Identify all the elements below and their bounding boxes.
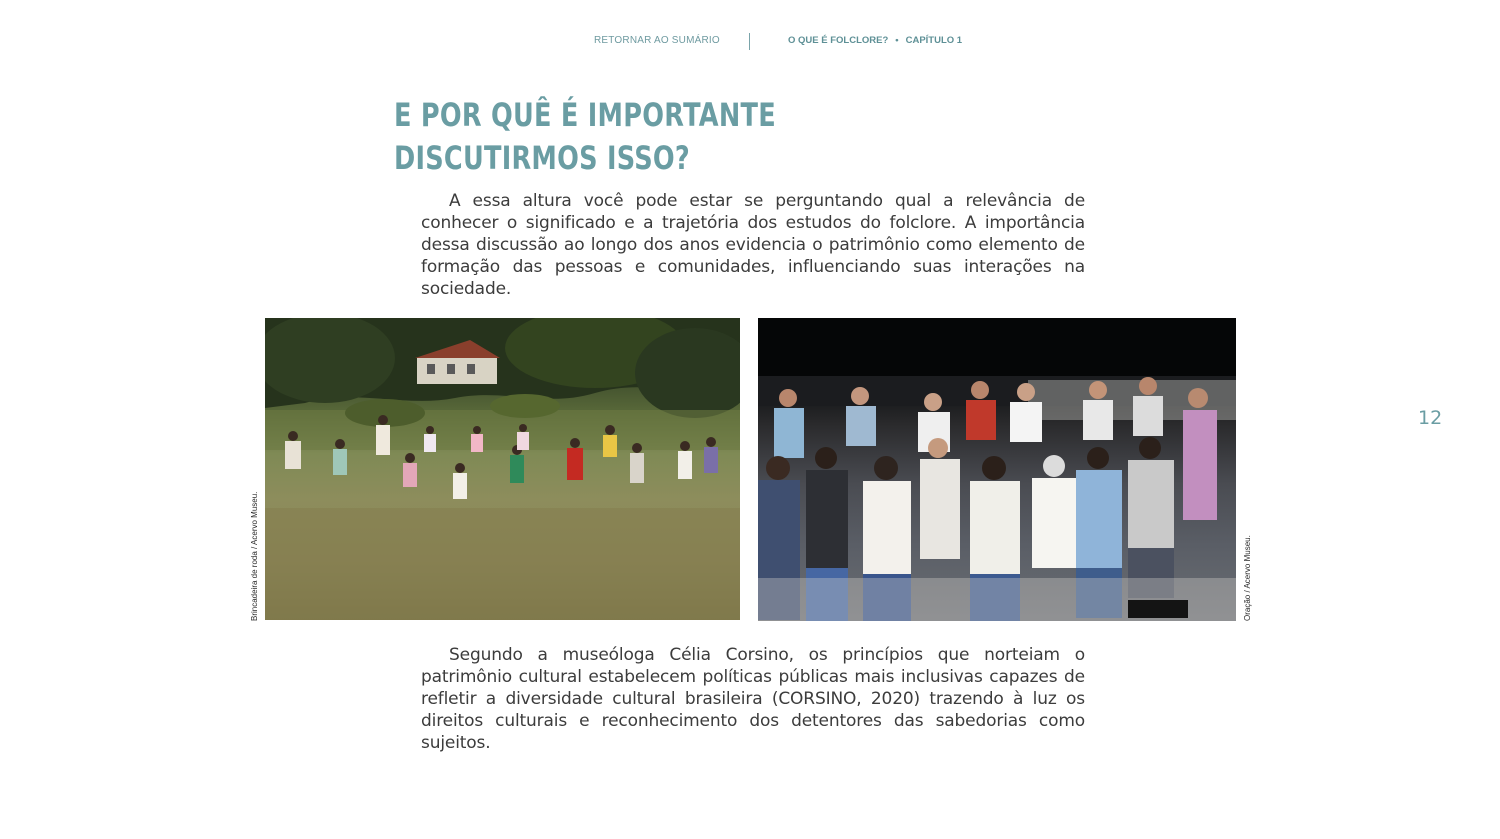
nav-divider: [749, 33, 750, 50]
top-navigation: [0, 33, 1500, 51]
body-paragraph: Segundo a museóloga Célia Corsino, os princípios que norteiam o patrimônio cultural estabelecem políticas públicas mais inclusivas capazes de refletir a diversidade cultural brasileira (CORSINO, 2020) trazendo à luz os direitos culturais e reconhecimento dos detentores das sabedorias como sujeitos.: [421, 645, 1085, 753]
photo-prayer-illustration: [758, 318, 1236, 621]
back-to-contents-link[interactable]: RETORNAR AO SUMÁRIO: [594, 35, 720, 46]
page-title-line-1: E POR QUÊ É IMPORTANTE: [394, 96, 776, 134]
intro-paragraph: A essa altura você pode estar se perguntando qual a relevância de conhecer o significado e a trajetória dos estudos do folclore. A importância dessa discussão ao longo dos anos evidencia o patrimônio como elemento de formação das pessoas e comunidades, influenciando suas interações na sociedade.: [421, 191, 1085, 299]
breadcrumb-separator: •: [895, 35, 899, 46]
page-title: [394, 94, 776, 180]
photo-ring-game-caption: Brincadeira de roda / Acervo Museu.: [250, 491, 259, 621]
page-number: 12: [1418, 407, 1443, 429]
breadcrumb-section[interactable]: O QUE É FOLCLORE?: [788, 35, 889, 46]
photo-prayer: [758, 318, 1236, 621]
breadcrumb: [788, 35, 962, 46]
photo-ring-game: [265, 318, 740, 620]
photo-ring-game-illustration: [265, 318, 740, 620]
photo-prayer-caption: Oração / Acervo Museu.: [1243, 535, 1252, 621]
breadcrumb-chapter[interactable]: CAPÍTULO 1: [905, 35, 963, 46]
page-title-line-2: DISCUTIRMOS ISSO?: [394, 139, 691, 177]
